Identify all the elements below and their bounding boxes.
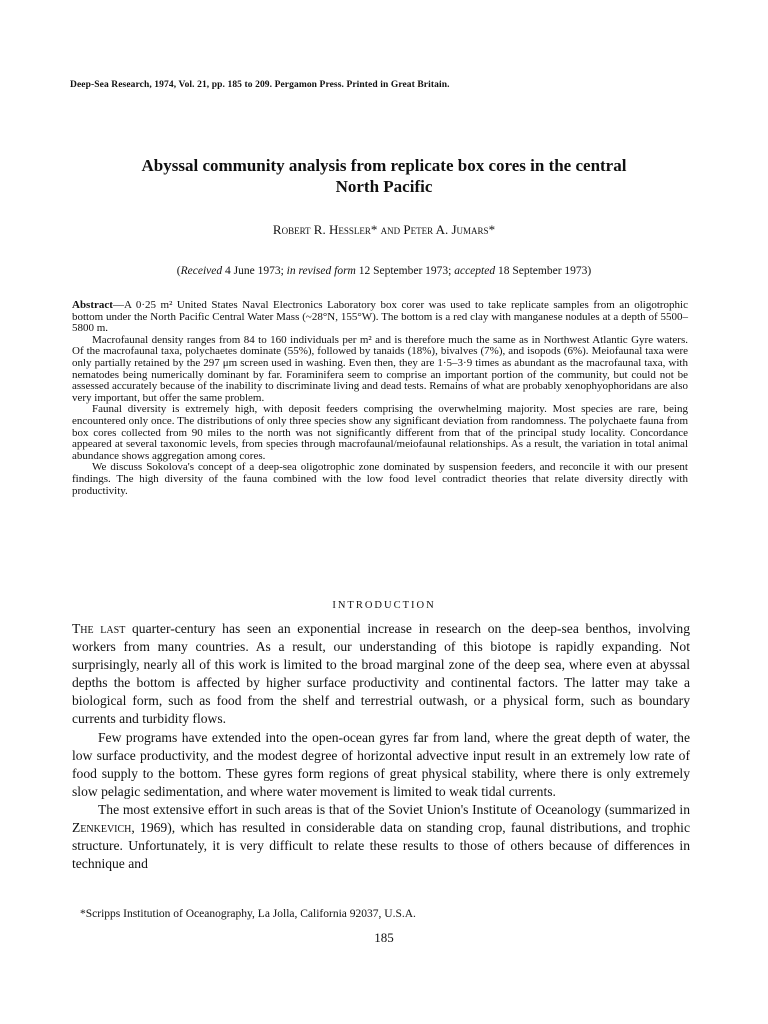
page-number: 185 [374, 930, 394, 945]
received-dates [0, 265, 768, 277]
title-line-1: Abyssal community analysis from replicate box cores in the central [141, 156, 627, 175]
body-paragraph-2: Few programs have extended into the open-ocean gyres far from land, where the great depth of water, the low surface productivity, and the modest degree of horizontal advective input result in an extremely low rate of food supply to the bottom. These gyres form regions of great physical stability, where there is only extremely slow pelagic sedimentation, and where water movement is limited to weak tidal currents. [72, 729, 690, 799]
received-date: 4 June 1973; [222, 265, 287, 277]
body-paragraph-1 [72, 620, 690, 729]
body-text-3a: The most extensive effort in such areas is that of the Soviet Union's Institute of Oceanology (summarized in [98, 801, 690, 817]
authors: Robert R. Hessler* and Peter A. Jumars* [272, 222, 496, 237]
title-line-2: North Pacific [335, 177, 433, 196]
accepted-label: accepted [454, 265, 496, 277]
body-text [72, 620, 690, 873]
abstract [72, 300, 688, 497]
section-heading-introduction: INTRODUCTION [332, 600, 436, 611]
author-affiliation-footnote: *Scripps Institution of Oceanography, La Jolla, California 92037, U.S.A. [80, 908, 416, 920]
received-label: Received [180, 265, 223, 277]
abstract-paragraph-1 [72, 300, 688, 335]
abstract-lead: Abstract [72, 299, 113, 311]
accepted-date: 18 September 1973) [495, 265, 592, 277]
abstract-paragraph-2: Macrofaunal density ranges from 84 to 160 individuals per m² and is therefore much the same as in Northwest Atlantic Gyre waters. Of the macrofaunal taxa, polychaetes dominate (55%), followed by tanaids (18%), bivalves (7%), and isopods (6%). Meiofaunal taxa were only partially retained by the 297 μm screen used in washing. Even then, they are 1·5–3·9 times as abundant as the macrofaunal taxa, with nematodes being numerically dominant by far. Foraminifera seem to comprise an important portion of the community, but could not be assessed accurately because of the inability to discriminate living and dead tests. Remains of what are probably xenophyophoridans are also very important, but offer the same problem. [72, 333, 688, 404]
abstract-text-1: —A 0·25 m² United States Naval Electronics Laboratory box corer was used to take replicate samples from an oligotrophic bottom under the North Pacific Central Water Mass (~28°N, 155°W). The bottom is a red clay with manganese nodules at a depth of 5500–5800 m. [72, 299, 688, 335]
body-text-3b: , 1969), which has resulted in considerable data on standing crop, faunal distributions, and trophic structure. Unfortunately, it is very difficult to relate these results to those of others because of differences in technique and [72, 820, 690, 872]
body-paragraph-3 [72, 801, 690, 873]
abstract-paragraph-3: Faunal diversity is extremely high, with deposit feeders comprising the overwhelming majority. Most species are rare, being encountered only once. The distributions of only three species show any significant deviation from randomness. The polychaete fauna from box cores collected from 90 miles to the north was not significantly different from that of the principal study locality. Concordance appeared at several taxonomic levels, from species through macrofaunal/meiofaunal relationships. As a result, the variation in total animal abundance shows aggregation among cores. [72, 403, 688, 462]
revised-label: in revised form [286, 265, 356, 277]
revised-date: 12 September 1973; [355, 265, 455, 277]
abstract-paragraph-4: We discuss Sokolova's concept of a deep-sea oligotrophic zone dominated by suspension feeders, and reconcile it with our present findings. The high diversity of the fauna combined with the low food level contradict theories that relate diversity directly with productivity. [72, 461, 688, 497]
cited-author: Zenkevich [72, 820, 132, 836]
paper-title [60, 155, 708, 197]
journal-citation: Deep-Sea Research, 1974, Vol. 21, pp. 185 to 209. Pergamon Press. Printed in Great Britain. [70, 80, 450, 90]
received-open: ( [176, 265, 181, 277]
body-text-1: quarter-century has seen an exponential increase in research on the deep-sea benthos, involving workers from many countries. As a result, our understanding of this biotope is rapidly expanding. Not surprisingly, nearly all of this work is limited to the broad marginal zone of the deep sea, where even at abyssal depths the bottom is affected by higher surface productivity and continental factors. The latter may take a biological form, such as food from the shelf and terrestrial outwash, or a physical form, such as boundary currents and turbidity flows. [72, 621, 690, 727]
body-lead-words: The last [72, 621, 126, 636]
